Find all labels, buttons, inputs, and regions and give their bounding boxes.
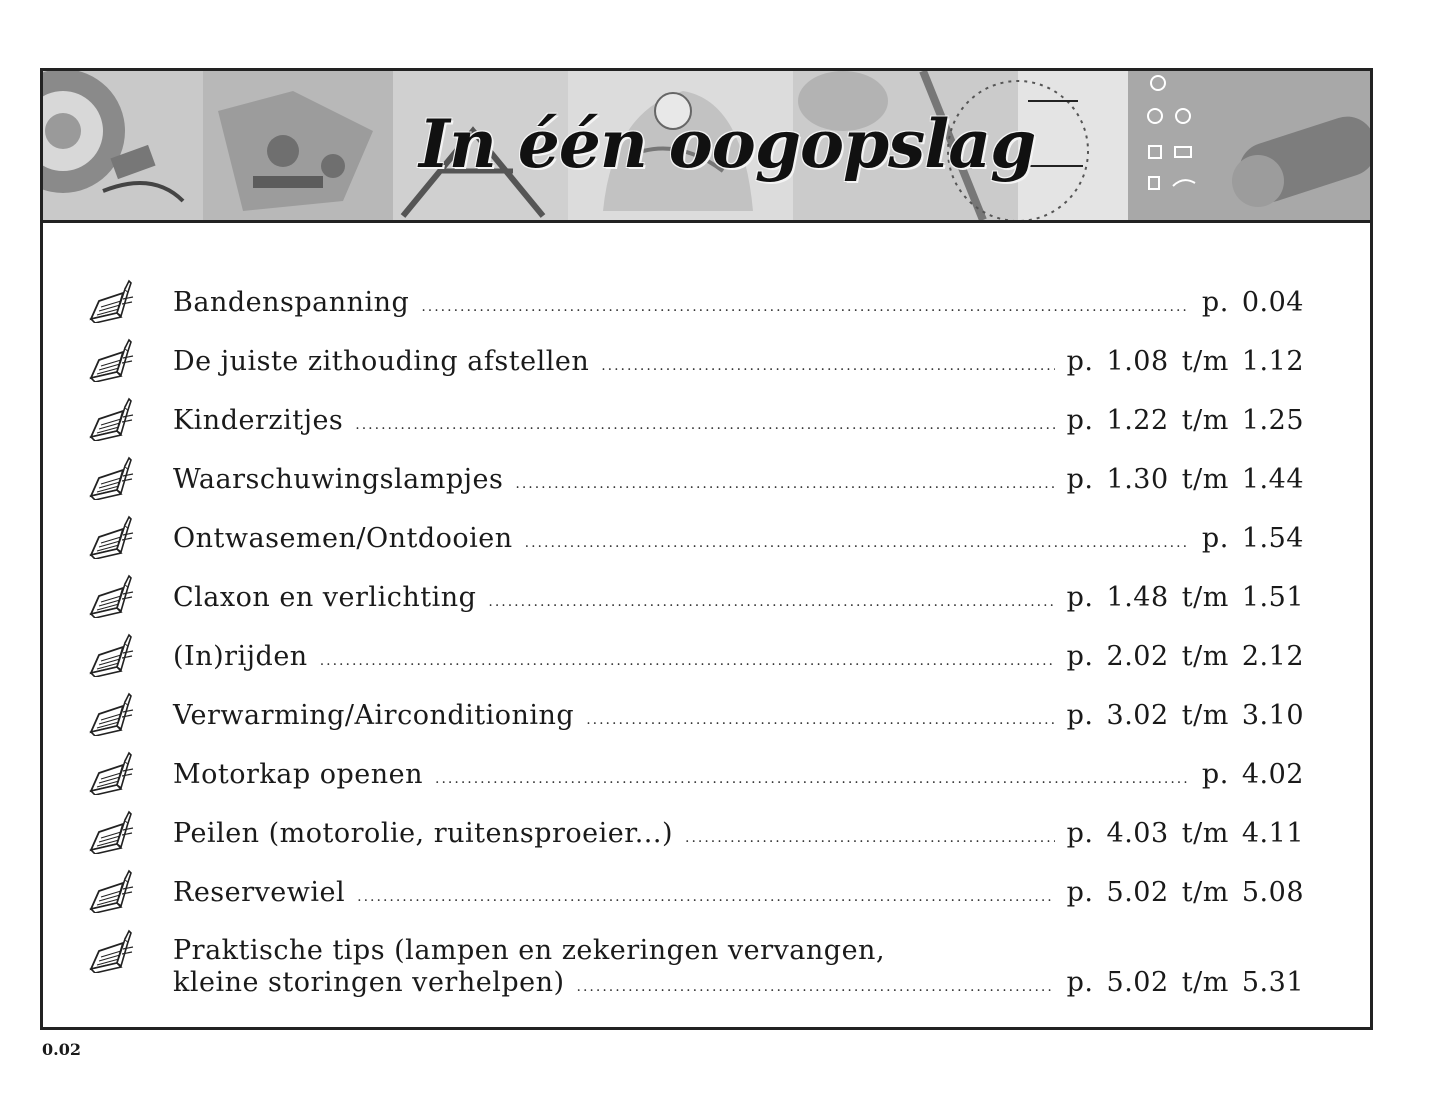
- dot-leader: [488, 586, 1054, 618]
- open-book-pencil-icon: [87, 456, 137, 500]
- toc-entry-label: (In)rijden: [173, 641, 308, 672]
- toc-entry-page-ref: p. 4.03 t/m 4.11: [1066, 818, 1304, 849]
- toc-entry-page-ref: p. 1.30 t/m 1.44: [1066, 464, 1304, 495]
- page-number: 0.02: [42, 1040, 81, 1059]
- toc-entry-label-line1: Praktische tips (lampen en zekeringen vervangen,: [173, 935, 886, 966]
- dot-leader: [685, 822, 1055, 854]
- dot-leader: [577, 971, 1055, 1003]
- dot-leader: [435, 763, 1190, 795]
- toc-entry-page-ref: p. 4.02: [1201, 759, 1304, 790]
- toc-entry-label: Waarschuwingslampjes: [173, 464, 504, 495]
- open-book-pencil-icon: [87, 279, 137, 323]
- open-book-pencil-icon: [87, 751, 137, 795]
- open-book-pencil-icon: [87, 515, 137, 559]
- page-title: In één oogopslag: [419, 105, 1036, 183]
- toc-entry-label: De juiste zithouding afstellen: [173, 346, 590, 377]
- toc-entry-label: Reservewiel: [173, 877, 346, 908]
- toc-entry-page-ref: p. 1.22 t/m 1.25: [1066, 405, 1304, 436]
- open-book-pencil-icon: [87, 633, 137, 677]
- dot-leader: [357, 881, 1054, 913]
- open-book-pencil-icon: [87, 810, 137, 854]
- toc-entry-page-ref: p. 1.54: [1201, 523, 1304, 554]
- dot-leader: [355, 409, 1054, 441]
- content-frame: [40, 68, 1373, 1030]
- dot-leader: [601, 350, 1054, 382]
- toc-entry-page-ref: p. 5.02 t/m 5.31: [1066, 967, 1304, 998]
- toc-entry-label: Motorkap openen: [173, 759, 424, 790]
- toc-entry-page-ref: p. 1.48 t/m 1.51: [1066, 582, 1304, 613]
- toc-entry-page-ref: p. 3.02 t/m 3.10: [1066, 700, 1304, 731]
- toc-entry-label: Claxon en verlichting: [173, 582, 477, 613]
- header-banner: [43, 71, 1370, 223]
- dot-leader: [320, 645, 1055, 677]
- toc-entry-label: Bandenspanning: [173, 287, 410, 318]
- open-book-pencil-icon: [87, 869, 137, 913]
- dot-leader: [525, 527, 1190, 559]
- toc-entry-label: kleine storingen verhelpen): [173, 967, 565, 998]
- toc-entry-page-ref: p. 1.08 t/m 1.12: [1066, 346, 1304, 377]
- open-book-pencil-icon: [87, 338, 137, 382]
- toc-entry-label: Ontwasemen/Ontdooien: [173, 523, 513, 554]
- toc-entry-label: Verwarming/Airconditioning: [173, 700, 575, 731]
- open-book-pencil-icon: [87, 574, 137, 618]
- toc-entry-page-ref: p. 2.02 t/m 2.12: [1066, 641, 1304, 672]
- toc-entry-label: Kinderzitjes: [173, 405, 344, 436]
- dot-leader: [421, 291, 1190, 323]
- open-book-pencil-icon: [87, 692, 137, 736]
- open-book-pencil-icon: [87, 397, 137, 441]
- dot-leader: [586, 704, 1054, 736]
- open-book-pencil-icon: [87, 929, 137, 973]
- toc-entry-label: Peilen (motorolie, ruitensproeier...): [173, 818, 673, 849]
- dot-leader: [515, 468, 1054, 500]
- toc-entry-page-ref: p. 0.04: [1201, 287, 1304, 318]
- toc-entry-page-ref: p. 5.02 t/m 5.08: [1066, 877, 1304, 908]
